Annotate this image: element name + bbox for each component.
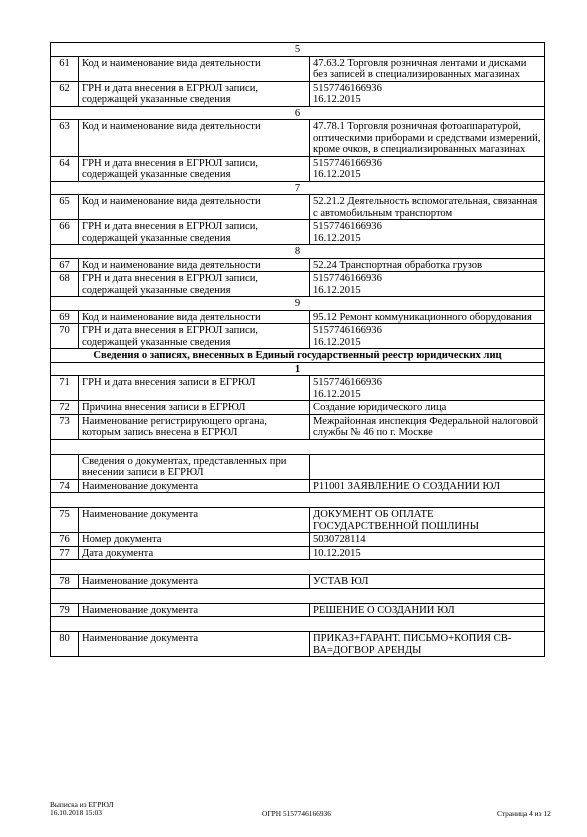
section-row [51,297,545,311]
row-value: 5157746166936 16.12.2015 [310,81,545,106]
spacer [51,588,545,603]
row-label: Наименование регистрирующего органа, которым запись внесена в ЕГРЮЛ [79,414,310,439]
section-row [51,245,545,259]
row-value: 5157746166936 16.12.2015 [310,324,545,349]
row-label: Наименование документа [79,508,310,533]
section-number: 1 [51,362,545,376]
table-row [51,258,545,272]
section-number: 6 [51,106,545,120]
table-row [51,454,545,479]
row-number: 80 [51,632,79,657]
row-number: 63 [51,120,79,157]
egrul-table [50,42,545,657]
row-number: 75 [51,508,79,533]
table-row [51,324,545,349]
row-value: 5157746166936 16.12.2015 [310,156,545,181]
section-number: 8 [51,245,545,259]
table-row [51,310,545,324]
row-number: 64 [51,156,79,181]
row-number: 71 [51,376,79,401]
row-label: ГРН и дата внесения в ЕГРЮЛ записи, содержащей указанные сведения [79,220,310,245]
row-value: 52.24 Транспортная обработка грузов [310,258,545,272]
documents-header: Сведения о документах, представленных при внесении записи в ЕГРЮЛ [79,454,310,479]
row-value: 95.12 Ремонт коммуникационного оборудования [310,310,545,324]
table-row [51,575,545,589]
row-number: 65 [51,195,79,220]
table-row [51,603,545,617]
spacer-row [51,588,545,603]
row-number: 79 [51,603,79,617]
row-label: Наименование документа [79,603,310,617]
section-number: 5 [51,43,545,57]
row-value: Р11001 ЗАЯВЛЕНИЕ О СОЗДАНИИ ЮЛ [310,479,545,493]
row-number: 74 [51,479,79,493]
row-number: 68 [51,272,79,297]
table-row [51,272,545,297]
row-label: Код и наименование вида деятельности [79,310,310,324]
table-row [51,120,545,157]
table-row [51,533,545,547]
section-row [51,181,545,195]
row-label: ГРН и дата внесения в ЕГРЮЛ записи, содержащей указанные сведения [79,324,310,349]
spacer [51,439,545,454]
row-value: 52.21.2 Деятельность вспомогательная, связанная с автомобильным транспортом [310,195,545,220]
row-label: Наименование документа [79,575,310,589]
row-value: 5030728114 [310,533,545,547]
section-number: 9 [51,297,545,311]
row-value: 5157746166936 16.12.2015 [310,272,545,297]
row-value: 47.78.1 Торговля розничная фотоаппаратурой, оптическими приборами и средствами измерений, кроме очков, в специализированных магазинах [310,120,545,157]
row-value: 5157746166936 16.12.2015 [310,376,545,401]
footer-page-number: Страница 4 из 12 [497,809,551,818]
table-row [51,508,545,533]
spacer [51,560,545,575]
row-label: Код и наименование вида деятельности [79,120,310,157]
row-value: ПРИКАЗ+ГАРАНТ. ПИСЬМО+КОПИЯ СВ-ВА=ДОГВОР АРЕНДЫ [310,632,545,657]
row-number: 61 [51,56,79,81]
row-number: 77 [51,546,79,560]
table-row [51,195,545,220]
row-value: 10.12.2015 [310,546,545,560]
table-row [51,156,545,181]
footer-title: Выписка из ЕГРЮЛ [50,800,114,809]
table-row [51,220,545,245]
spacer [51,617,545,632]
row-value: ДОКУМЕНТ ОБ ОПЛАТЕ ГОСУДАРСТВЕННОЙ ПОШЛИНЫ [310,508,545,533]
spacer-row [51,560,545,575]
table-row [51,401,545,415]
row-number: 72 [51,401,79,415]
row-label: ГРН и дата внесения в ЕГРЮЛ записи, содержащей указанные сведения [79,156,310,181]
table-row [51,56,545,81]
spacer-row [51,493,545,508]
row-label: ГРН и дата внесения в ЕГРЮЛ записи, содержащей указанные сведения [79,81,310,106]
footer-ogrn: ОГРН 5157746166936 [262,809,331,818]
row-number-empty [51,454,79,479]
table-row [51,376,545,401]
row-label: ГРН и дата внесения в ЕГРЮЛ записи, содержащей указанные сведения [79,272,310,297]
section-row [51,106,545,120]
section-heading: Сведения о записях, внесенных в Единый государственный реестр юридических лиц [51,349,545,363]
row-label: Код и наименование вида деятельности [79,195,310,220]
section-row [51,43,545,57]
table-row [51,479,545,493]
table-row [51,546,545,560]
row-label: Код и наименование вида деятельности [79,258,310,272]
table-row [51,414,545,439]
row-label: Причина внесения записи в ЕГРЮЛ [79,401,310,415]
row-value: 5157746166936 16.12.2015 [310,220,545,245]
heading-row [51,349,545,363]
table-row [51,81,545,106]
row-value: Межрайонная инспекция Федеральной налоговой службы № 46 по г. Москве [310,414,545,439]
section-row [51,362,545,376]
row-number: 70 [51,324,79,349]
row-number: 67 [51,258,79,272]
footer-datetime: 16.10.2018 15:03 [50,808,102,817]
row-label: Наименование документа [79,479,310,493]
row-label: Номер документа [79,533,310,547]
section-number: 7 [51,181,545,195]
spacer-row [51,439,545,454]
row-label: Наименование документа [79,632,310,657]
row-value-empty [310,454,545,479]
row-label: Код и наименование вида деятельности [79,56,310,81]
row-value: РЕШЕНИЕ О СОЗДАНИИ ЮЛ [310,603,545,617]
row-number: 78 [51,575,79,589]
row-value: 47.63.2 Торговля розничная лентами и дисками без записей в специализированных магазинах [310,56,545,81]
table-row [51,632,545,657]
row-number: 66 [51,220,79,245]
row-label: Дата документа [79,546,310,560]
row-value: Создание юридического лица [310,401,545,415]
row-label: ГРН и дата внесения записи в ЕГРЮЛ [79,376,310,401]
row-number: 62 [51,81,79,106]
row-value: УСТАВ ЮЛ [310,575,545,589]
footer-extract-info [50,801,114,817]
spacer-row [51,617,545,632]
row-number: 76 [51,533,79,547]
row-number: 69 [51,310,79,324]
row-number: 73 [51,414,79,439]
spacer [51,493,545,508]
